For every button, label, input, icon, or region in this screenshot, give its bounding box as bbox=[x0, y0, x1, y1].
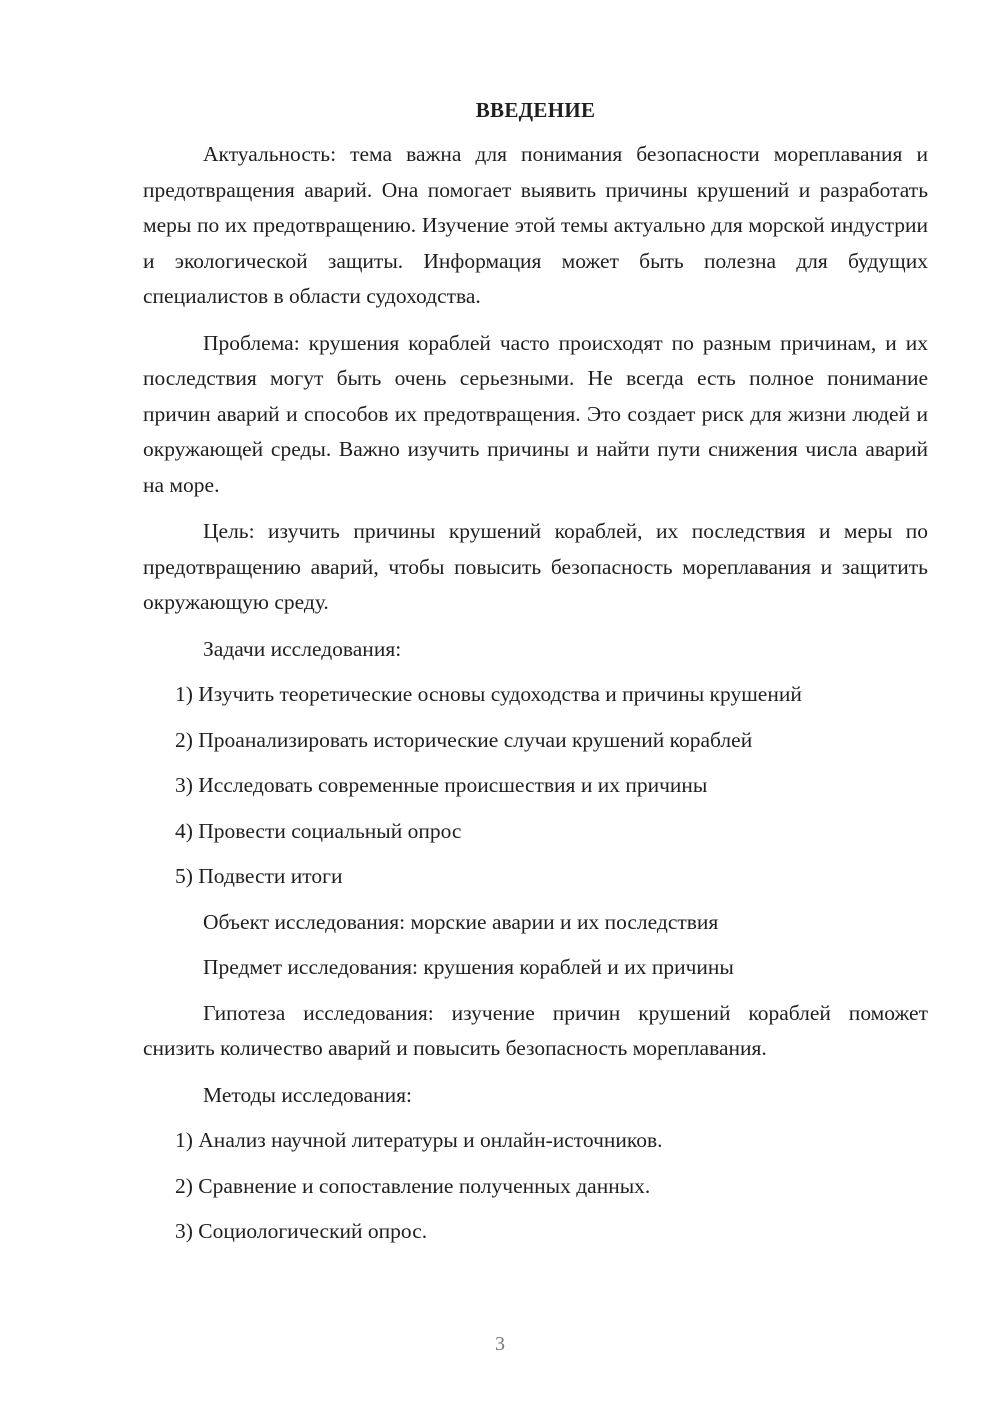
goal-paragraph: Цель: изучить причины крушений кораблей, их последствия и меры по предотвращению аварий, чтобы повысить безопасность мореплавания и защитить окружающую среду. bbox=[143, 519, 928, 614]
tasks-heading: Задачи исследования: bbox=[203, 636, 402, 661]
list-item: 4) Провести социальный опрос bbox=[175, 818, 462, 843]
list-item: 2) Сравнение и сопоставление полученных данных. bbox=[175, 1173, 651, 1198]
subject-line: Предмет исследования: крушения кораблей и их причины bbox=[203, 955, 734, 979]
page-title: ВВЕДЕНИЕ bbox=[475, 98, 596, 122]
problem-paragraph: Проблема: крушения кораблей часто происходят по разным причинам, и их последствия могут быть очень серьезными. Не всегда есть полное понимание причин аварий и способов их предотвращения. Это создает риск для жизни людей и окружающей среды. Важно изучить причины и найти пути снижения числа аварий на море. bbox=[143, 330, 928, 497]
list-item: 1) Изучить теоретические основы судоходства и причины крушений bbox=[175, 682, 802, 706]
list-item: 3) Исследовать современные происшествия и их причины bbox=[175, 773, 708, 797]
methods-heading: Методы исследования: bbox=[203, 1082, 412, 1107]
tasks-list bbox=[143, 677, 928, 895]
list-item: 3) Социологический опрос. bbox=[175, 1219, 428, 1243]
page-content bbox=[143, 95, 928, 1260]
hypothesis-paragraph: Гипотеза исследования: изучение причин крушений кораблей поможет снизить количество аварий и повысить безопасность мореплавания. bbox=[143, 1000, 928, 1060]
methods-list bbox=[143, 1123, 928, 1250]
list-item: 5) Подвести итоги bbox=[175, 864, 343, 888]
list-item: 2) Проанализировать исторические случаи крушений кораблей bbox=[175, 727, 753, 752]
object-line: Объект исследования: морские аварии и их последствия bbox=[203, 909, 719, 934]
relevance-paragraph: Актуальность: тема важна для понимания безопасности мореплавания и предотвращения аварий. Она помогает выявить причины крушений и разработать меры по их предотвращению. Изучение этой темы актуально для морской индустрии и экологической защиты. Информация может быть полезна для будущих специалистов в области судоходства. bbox=[143, 142, 928, 308]
page-number: 3 bbox=[495, 1333, 505, 1355]
list-item: 1) Анализ научной литературы и онлайн-источников. bbox=[175, 1128, 663, 1152]
